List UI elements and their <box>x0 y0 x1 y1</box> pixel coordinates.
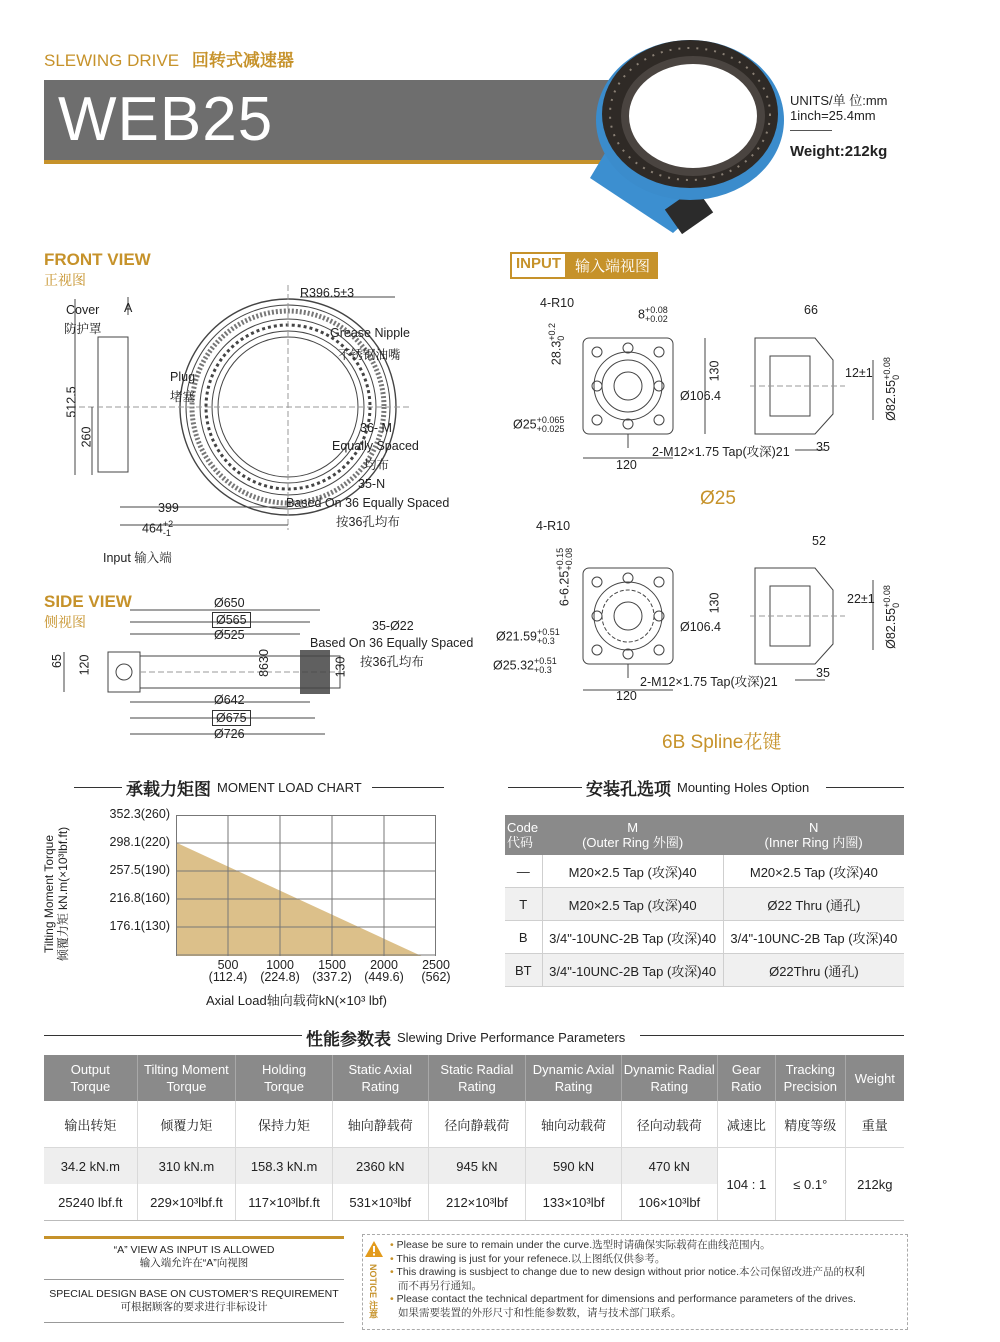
iv-bot-d625-tol-up: +0.15 <box>555 547 566 571</box>
performance-title-cn: 性能参数表 <box>306 1030 391 1049</box>
footer-a-view <box>44 1244 344 1270</box>
iv-top-d28-value: 28.3 <box>549 340 564 366</box>
perf-metric-6: 470 kN <box>621 1148 717 1185</box>
fv-based-cn: 按36孔均布 <box>336 515 400 529</box>
iv-bot-d120: 120 <box>616 689 637 703</box>
moment-chart-ylabel-en: Tilting Moment Torque <box>42 834 56 954</box>
y-tick-label: 298.1(220) <box>109 835 170 849</box>
fv-grease-cn: 不锈钢油嘴 <box>338 348 401 362</box>
iv-top-d1064: Ø106.4 <box>680 389 722 403</box>
mh-m: 3/4"-10UNC-2B Tap (攻深)40 <box>542 921 723 954</box>
notice-note: • This drawing is just for your refenece.以上图纸仅供参考。 <box>390 1252 666 1265</box>
units-divider <box>790 130 832 131</box>
sv-d525: Ø525 <box>214 628 245 642</box>
units-label: UNITS/单 位:mm <box>790 93 888 108</box>
performance-rule-right <box>640 1035 904 1036</box>
input-badge-en: INPUT <box>510 252 567 279</box>
moment-chart-xlabel: Axial Load轴向载荷kN(×10³ lbf) <box>206 993 387 1008</box>
iv-top-r4: 4-R10 <box>540 296 575 310</box>
iv-bot-d130: 130 <box>707 592 722 614</box>
footer-left-rule-1 <box>44 1236 344 1239</box>
iv-top-d66: 66 <box>804 303 818 317</box>
perf-weight: 212kg <box>845 1148 904 1221</box>
fv-d464-tol-up: +2 <box>162 519 174 529</box>
fv-cover-cn: 防护罩 <box>64 322 102 336</box>
fv-plug-cn: 堵塞 <box>170 390 196 404</box>
perf-cn-2: 保持力矩 <box>236 1101 333 1148</box>
moment-chart-rule-right <box>372 787 444 788</box>
fv-d464 <box>142 520 173 538</box>
perf-cn-0: 输出转矩 <box>44 1101 137 1148</box>
x-tick-label: 2500 (562) <box>421 958 451 984</box>
iv-bot-d8255-tol-dn: 0 <box>890 602 901 608</box>
sv-d650: Ø650 <box>214 596 245 610</box>
y-tick-label: 216.8(160) <box>109 891 170 905</box>
table-row <box>505 888 904 921</box>
fv-d399: 399 <box>158 501 179 515</box>
y-tick-label: 352.3(260) <box>109 807 170 821</box>
notice-note: 而不再另行通知。 <box>398 1279 482 1292</box>
category-en: SLEWING DRIVE <box>44 51 180 70</box>
perf-cn-7: 减速比 <box>717 1101 775 1148</box>
mh-code: — <box>505 855 542 888</box>
moment-chart-ylabel <box>42 804 70 984</box>
iv-top-d8-value: 8 <box>638 307 645 322</box>
iv-top-d8-tol-dn: +0.02 <box>644 314 668 324</box>
product-image <box>578 28 790 238</box>
warning-icon <box>364 1240 384 1258</box>
table-row <box>505 855 904 888</box>
iv-bot-d2532 <box>493 657 557 675</box>
notice-note: • Please be sure to remain under the curve.选型时请确保实际载荷在曲线范围内。 <box>390 1239 771 1251</box>
perf-head-3: Static Axial Rating <box>332 1055 428 1101</box>
perf-imperial-3: 531×10³lbf <box>332 1184 428 1221</box>
iv-bot-d2159-tol-up: +0.51 <box>537 627 560 637</box>
sv-d65: 65 <box>49 654 64 668</box>
perf-cn-1: 倾覆力矩 <box>137 1101 236 1148</box>
iv-top-d120: 120 <box>616 458 637 472</box>
iv-bot-d35: 35 <box>816 666 830 680</box>
iv-top-d25-tol-up: +0.065 <box>536 415 565 425</box>
perf-metric-1: 310 kN.m <box>137 1148 236 1185</box>
x-tick-label: 2000 (449.6) <box>364 958 404 984</box>
mh-head-n: N (Inner Ring 内圈) <box>723 815 904 855</box>
iv-top-d25-value: Ø25 <box>513 417 537 432</box>
sv-d565: Ø565 <box>212 612 251 628</box>
fv-input: Input 输入端 <box>103 551 172 565</box>
perf-head-6: Dynamic Radial Rating <box>621 1055 717 1101</box>
input-badge <box>510 252 658 279</box>
iv-top-d8255-tol-up: +0.08 <box>881 357 892 380</box>
iv-top-d28 <box>548 323 566 365</box>
notice-notes <box>390 1239 904 1320</box>
perf-cn-4: 径向静载荷 <box>428 1101 526 1148</box>
perf-metric-0: 34.2 kN.m <box>44 1148 137 1185</box>
perf-cn-6: 径向动载荷 <box>621 1101 717 1148</box>
perf-imperial-0: 25240 lbf.ft <box>44 1184 137 1221</box>
iv-bot-d625-value: 6-6.25 <box>557 570 572 607</box>
iv-bot-d52: 52 <box>812 534 826 548</box>
perf-head-8: Tracking Precision <box>776 1055 846 1101</box>
perf-imperial-6: 106×10³lbf <box>621 1184 717 1221</box>
iv-bot-d2159-value: Ø21.59 <box>496 629 538 644</box>
side-view-title: SIDE VIEW <box>44 592 132 611</box>
perf-cn-3: 轴向静载荷 <box>332 1101 428 1148</box>
table-row <box>505 954 904 987</box>
iv-top-d8-tol-up: +0.08 <box>644 305 668 315</box>
iv-bot-d2532-tol-dn: +0.3 <box>534 665 552 675</box>
moment-chart <box>176 815 436 957</box>
mounting-table <box>505 815 904 987</box>
iv-bot-d22: 22±1 <box>847 592 875 606</box>
perf-imperial-2: 117×10³lbf.ft <box>236 1184 333 1221</box>
model-banner-underline <box>44 160 624 164</box>
fv-cover: Cover <box>66 303 100 317</box>
perf-imperial-5: 133×10³lbf <box>526 1184 622 1221</box>
sv-based-cn: 按36孔均布 <box>360 655 424 669</box>
footer-a-view-en: “A” VIEW AS INPUT IS ALLOWED <box>113 1244 275 1256</box>
footer-left-rule-2 <box>44 1279 344 1280</box>
perf-head-7: Gear Ratio <box>717 1055 775 1101</box>
fv-d260: 260 <box>79 426 94 448</box>
fv-based: Based On 36 Equally Spaced <box>286 496 450 510</box>
fv-d464-value: 464 <box>142 521 163 536</box>
perf-imperial-1: 229×10³lbf.ft <box>137 1184 236 1221</box>
iv-top-d25-tol-dn: +0.025 <box>536 424 565 434</box>
fv-n35: 35-N <box>358 477 386 491</box>
iv-bot-d8255 <box>883 585 901 649</box>
table-row <box>505 921 904 954</box>
mh-code: BT <box>505 954 542 987</box>
iv-bot-caption: 6B Spline花键 <box>662 732 782 753</box>
sv-d642: Ø642 <box>214 693 245 707</box>
mounting-title-en: Mounting Holes Option <box>677 780 810 795</box>
iv-bot-d8255-tol-up: +0.08 <box>881 585 892 608</box>
notice-note: • Please contact the technical department for dimensions and performance parameters of the drives. <box>390 1293 856 1305</box>
iv-top-d8 <box>638 306 668 324</box>
iv-bot-d1064: Ø106.4 <box>680 620 722 634</box>
mh-m: M20×2.5 Tap (攻深)40 <box>542 888 723 921</box>
mh-head-m: M (Outer Ring 外圈) <box>542 815 723 855</box>
iv-bot-d625-tol-dn: +0.08 <box>564 547 575 571</box>
footer-special-en: SPECIAL DESIGN BASE ON CUSTOMER’S REQUIREMENT <box>49 1288 339 1300</box>
perf-head-5: Dynamic Axial Rating <box>526 1055 622 1101</box>
perf-metric-2: 158.3 kN.m <box>236 1148 333 1185</box>
notice-note: 如果需要装置的外形尺寸和性能参数数，请与技术部门联系。 <box>398 1306 682 1319</box>
mh-n: 3/4"-10UNC-2B Tap (攻深)40 <box>723 921 904 954</box>
perf-head-0: Output Torque <box>44 1055 137 1101</box>
perf-head-4: Static Radial Rating <box>428 1055 526 1101</box>
perf-precision: ≤ 0.1° <box>776 1148 846 1221</box>
y-tick-label: 257.5(190) <box>109 863 170 877</box>
mh-head-code: Code 代码 <box>505 815 542 855</box>
fv-equally: Equally Spaced <box>332 439 419 453</box>
performance-rule-left <box>44 1035 302 1036</box>
fv-equally-cn: 均布 <box>364 458 390 472</box>
perf-cn-9: 重量 <box>845 1101 904 1148</box>
fv-plug: Plug <box>170 370 196 384</box>
side-view-subtitle: 侧视图 <box>44 614 86 630</box>
iv-bot-d8255-value: Ø82.55 <box>884 607 899 649</box>
side-view-drawing <box>50 600 350 740</box>
iv-top-d8255 <box>883 357 901 421</box>
perf-cn-5: 轴向动载荷 <box>526 1101 622 1148</box>
notice-label: NOTICE 注意 <box>368 1264 378 1319</box>
moment-chart-title <box>126 775 362 800</box>
fv-a: A <box>124 301 133 315</box>
category-title <box>44 46 294 71</box>
front-view-subtitle: 正视图 <box>44 272 86 288</box>
mh-m: M20×2.5 Tap (攻深)40 <box>542 855 723 888</box>
iv-top-d28-tol-dn: 0 <box>556 335 567 341</box>
fv-m36: 36- M <box>360 421 392 435</box>
inch-label: 1inch=25.4mm <box>790 108 876 123</box>
x-tick-label: 1000 (224.8) <box>260 958 300 984</box>
moment-chart-rule-left <box>74 787 122 788</box>
moment-chart-ylabel-cn: 倾覆力矩 kN.m(×10³lbf.ft) <box>56 826 70 962</box>
iv-top-d130: 130 <box>707 360 722 382</box>
iv-top-d8255-tol-dn: 0 <box>890 374 901 380</box>
mounting-title-cn: 安装孔选项 <box>586 780 671 799</box>
mh-code: B <box>505 921 542 954</box>
mh-m: 3/4"-10UNC-2B Tap (攻深)40 <box>542 954 723 987</box>
iv-bot-d625 <box>556 548 574 606</box>
mh-code: T <box>505 888 542 921</box>
iv-bot-r4: 4-R10 <box>536 519 571 533</box>
perf-cn-8: 精度等级 <box>776 1101 846 1148</box>
perf-metric-3: 2360 kN <box>332 1148 428 1185</box>
moment-chart-title-cn: 承载力矩图 <box>126 780 211 799</box>
iv-top-d28-tol-up: +0.2 <box>547 322 558 341</box>
sv-d120: 120 <box>77 654 92 676</box>
perf-head-2: Holding Torque <box>236 1055 333 1101</box>
perf-head-1: Tilting Moment Torque <box>137 1055 236 1101</box>
weight-label: Weight:212kg <box>790 143 888 160</box>
perf-metric-4: 945 kN <box>428 1148 526 1185</box>
perf-imperial-4: 212×10³lbf <box>428 1184 526 1221</box>
iv-bot-d2532-tol-up: +0.51 <box>534 656 557 666</box>
sv-d8630: 8630 <box>256 649 271 677</box>
iv-bot-tap: 2-M12×1.75 Tap(攻深)21 <box>640 675 778 689</box>
sv-based: Based On 36 Equally Spaced <box>310 636 474 650</box>
notice-note: • This drawing is susbject to change due to new design without prior notice.本公司保留改进产品的权利 <box>390 1266 866 1278</box>
iv-bot-d2532-value: Ø25.32 <box>493 658 535 673</box>
fv-d512: 512.5 <box>64 386 79 418</box>
perf-ratio: 104 : 1 <box>717 1148 775 1221</box>
mh-n: M20×2.5 Tap (攻深)40 <box>723 855 904 888</box>
footer-a-view-cn: 输入端允许在“A”向视图 <box>139 1257 249 1269</box>
perf-metric-5: 590 kN <box>526 1148 622 1185</box>
footer-special-cn: 可根据顾客的要求进行非标设计 <box>120 1301 268 1313</box>
iv-top-caption: Ø25 <box>700 488 736 509</box>
fv-d464-tol-dn: -1 <box>162 528 171 538</box>
mounting-rule-left <box>508 787 582 788</box>
fv-grease: Grease Nipple <box>330 326 410 340</box>
front-view-title: FRONT VIEW <box>44 250 151 269</box>
iv-top-d8255-value: Ø82.55 <box>884 379 899 421</box>
sv-d675: Ø675 <box>212 710 251 726</box>
sv-d130: 130 <box>333 656 348 678</box>
x-tick-label: 500 (112.4) <box>208 958 248 984</box>
footer-special <box>44 1288 344 1314</box>
iv-bot-d2159-tol-dn: +0.3 <box>537 636 555 646</box>
fv-radius: R396.5±3 <box>300 286 355 300</box>
mounting-title <box>586 775 809 800</box>
iv-bot-d2159 <box>496 628 560 646</box>
iv-top-d25 <box>513 416 564 434</box>
performance-title-en: Slewing Drive Performance Parameters <box>397 1030 626 1045</box>
y-tick-label: 176.1(130) <box>109 919 170 933</box>
input-badge-cn: 输入端视图 <box>567 252 658 279</box>
moment-chart-title-en: MOMENT LOAD CHART <box>217 780 362 795</box>
iv-top-d35: 35 <box>816 440 830 454</box>
sv-n35: 35-Ø22 <box>372 619 414 633</box>
footer-left-rule-3 <box>44 1322 344 1323</box>
performance-table <box>44 1055 904 1221</box>
model-title: WEB25 <box>58 85 274 154</box>
x-tick-label: 1500 (337.2) <box>312 958 352 984</box>
sv-d726: Ø726 <box>214 727 245 741</box>
mh-n: Ø22Thru (通孔) <box>723 954 904 987</box>
iv-top-tap: 2-M12×1.75 Tap(攻深)21 <box>652 445 790 459</box>
perf-head-9: Weight <box>845 1055 904 1101</box>
mounting-rule-right <box>826 787 904 788</box>
mh-n: Ø22 Thru (通孔) <box>723 888 904 921</box>
iv-top-d12: 12±1 <box>845 366 873 380</box>
category-cn: 回转式减速器 <box>191 51 294 70</box>
performance-title <box>306 1025 625 1050</box>
